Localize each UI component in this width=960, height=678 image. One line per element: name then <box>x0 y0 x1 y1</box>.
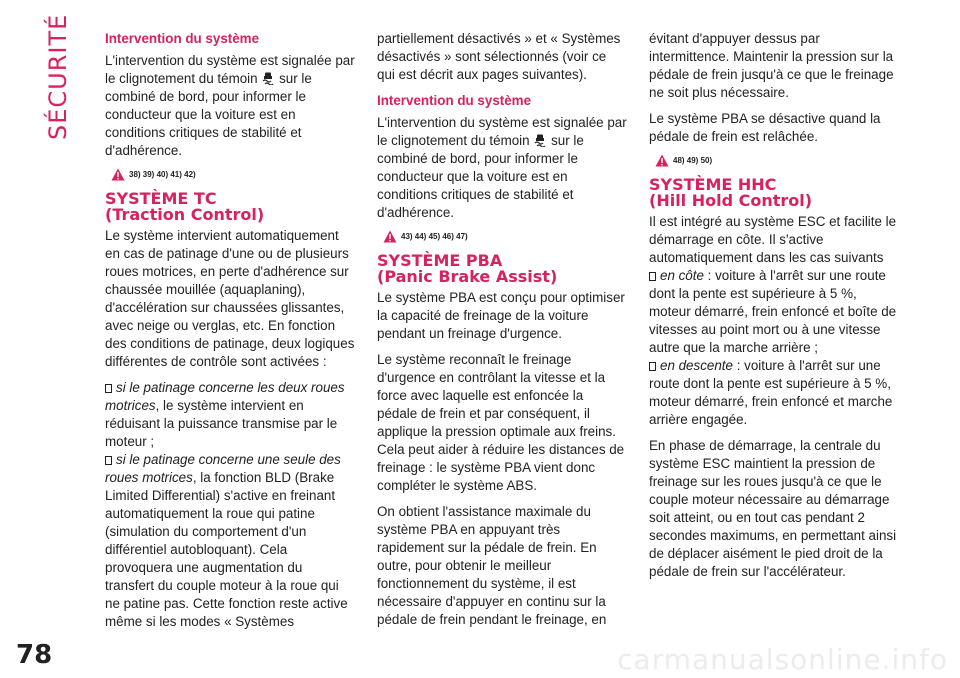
paragraph: On obtient l'assistance maximale du système PBA en appuyant très rapidement sur la pédale de frein. En outre, pour obtenir le meilleur fonctionnement du système, il est nécessaire d'appuyer en continu sur la pédale de frein pendant le freinage, en <box>377 504 607 627</box>
subheading-intervention: Intervention du système <box>105 31 260 46</box>
paragraph: L'intervention du système est signalée par le clignotement du témoin sur le combiné de bord, pour informer le conducteur que la voiture est en conditions critiques de stabilité et d'adhérence. <box>377 115 627 220</box>
paragraph: partiellement désactivés » et « Systèmes désactivés » sont sélectionnés (voir ce qui est décrit aux pages suivantes). <box>377 31 621 82</box>
paragraph: Le système PBA se désactive quand la pédale de frein est relâchée. <box>649 111 881 144</box>
paragraph: Le système intervient automatiquement en cas de patinage d'une ou de plusieurs roues motrices, en perte d'adhérence sur chaussée mouillée (aquaplaning), d'accélération sur chaussées glissantes, avec neige ou verglas, etc. En fonction des conditions de patinage, deux logiques différentes de contrôle sont activées : <box>105 228 355 369</box>
column-2 <box>377 30 627 637</box>
bullet-square-icon <box>649 272 656 281</box>
paragraph: L'intervention du système est signalée par le clignotement du témoin sur le combiné de bord, pour informer le conducteur que la voiture est en conditions critiques de stabilité et d'adhérence. <box>105 53 355 158</box>
warning-triangle-icon <box>655 154 669 167</box>
bullet-square-icon <box>649 362 656 371</box>
subheading-intervention: Intervention du système <box>377 93 532 108</box>
paragraph: Il est intégré au système ESC et facilite le démarrage en côte. Il s'active automatiquement dans les cas suivants <box>649 214 897 265</box>
warning-reference: 38) 39) 40) 41) 42) <box>111 168 355 181</box>
watermark: carmanualsonline.info <box>617 643 948 676</box>
warning-reference: 48) 49) 50) <box>655 154 899 167</box>
list-item: si le patinage concerne les deux roues motrices, le système intervient en réduisant la puissance transmise par le moteur ; <box>105 380 345 449</box>
heading-pba: SYSTÈME PBA (Panic Brake Assist) <box>377 251 558 286</box>
list-item: si le patinage concerne une seule des roues motrices, la fonction BLD (Brake Limited Differential) s'active en freinant automatiquement la roue qui patine (simulation du comportement d'un différentiel autobloquant). Cela provoquera une augmentation du transfert du couple moteur à la roue qui ne patine pas. Cette fonction reste active même si les modes « Systèmes <box>105 452 348 629</box>
list-item: en côte : voiture à l'arrêt sur une route dont la pente est supérieure à 5 %, moteur démarré, frein enfoncé et boîte de vitesses au point mort ou à une vitesse autre que la marche arrière ; <box>649 268 897 355</box>
warning-triangle-icon <box>383 230 397 243</box>
column-1 <box>105 30 355 639</box>
column-3 <box>649 30 899 589</box>
paragraph: Le système PBA est conçu pour optimiser la capacité de freinage de la voiture pendant un freinage d'urgence. <box>377 290 625 341</box>
paragraph: En phase de démarrage, la centrale du système ESC maintient la pression de freinage sur les roues jusqu'à ce que le couple moteur nécessaire au démarrage soit atteint, ou en tout cas pendant 2 secondes maximums, en permettant ainsi de déplacer aisément le pied droit de la pédale de frein sur l'accélérateur. <box>649 438 897 579</box>
bullet-square-icon <box>105 384 112 393</box>
paragraph: évitant d'appuyer dessus par intermittence. Maintenir la pression sur la pédale de frein jusqu'à ce que le freinage ne soit plus nécessaire. <box>649 31 894 100</box>
warning-reference: 43) 44) 45) 46) 47) <box>383 230 627 243</box>
bullet-square-icon <box>105 456 112 465</box>
heading-hhc: SYSTÈME HHC (Hill Hold Control) <box>649 175 813 210</box>
paragraph: Le système reconnaît le freinage d'urgence en contrôlant la vitesse et la force avec laquelle est enfoncée la pédale de frein et par conséquent, il applique la pression optimale aux freins. Cela peut aider à réduire les distances de freinage : le système PBA vient donc compléter le système ABS. <box>377 352 625 493</box>
traction-control-icon <box>534 134 546 147</box>
heading-tc: SYSTÈME TC (Traction Control) <box>105 189 265 224</box>
page-number: 78 <box>16 640 53 670</box>
traction-control-icon <box>262 72 274 85</box>
section-side-label: SÉCURITÉ <box>44 13 72 140</box>
warning-triangle-icon <box>111 168 125 181</box>
list-item: en descente : voiture à l'arrêt sur une route dont la pente est supérieure à 5 %, moteur démarré, frein enfoncé et marche arrière engagée. <box>649 358 893 427</box>
